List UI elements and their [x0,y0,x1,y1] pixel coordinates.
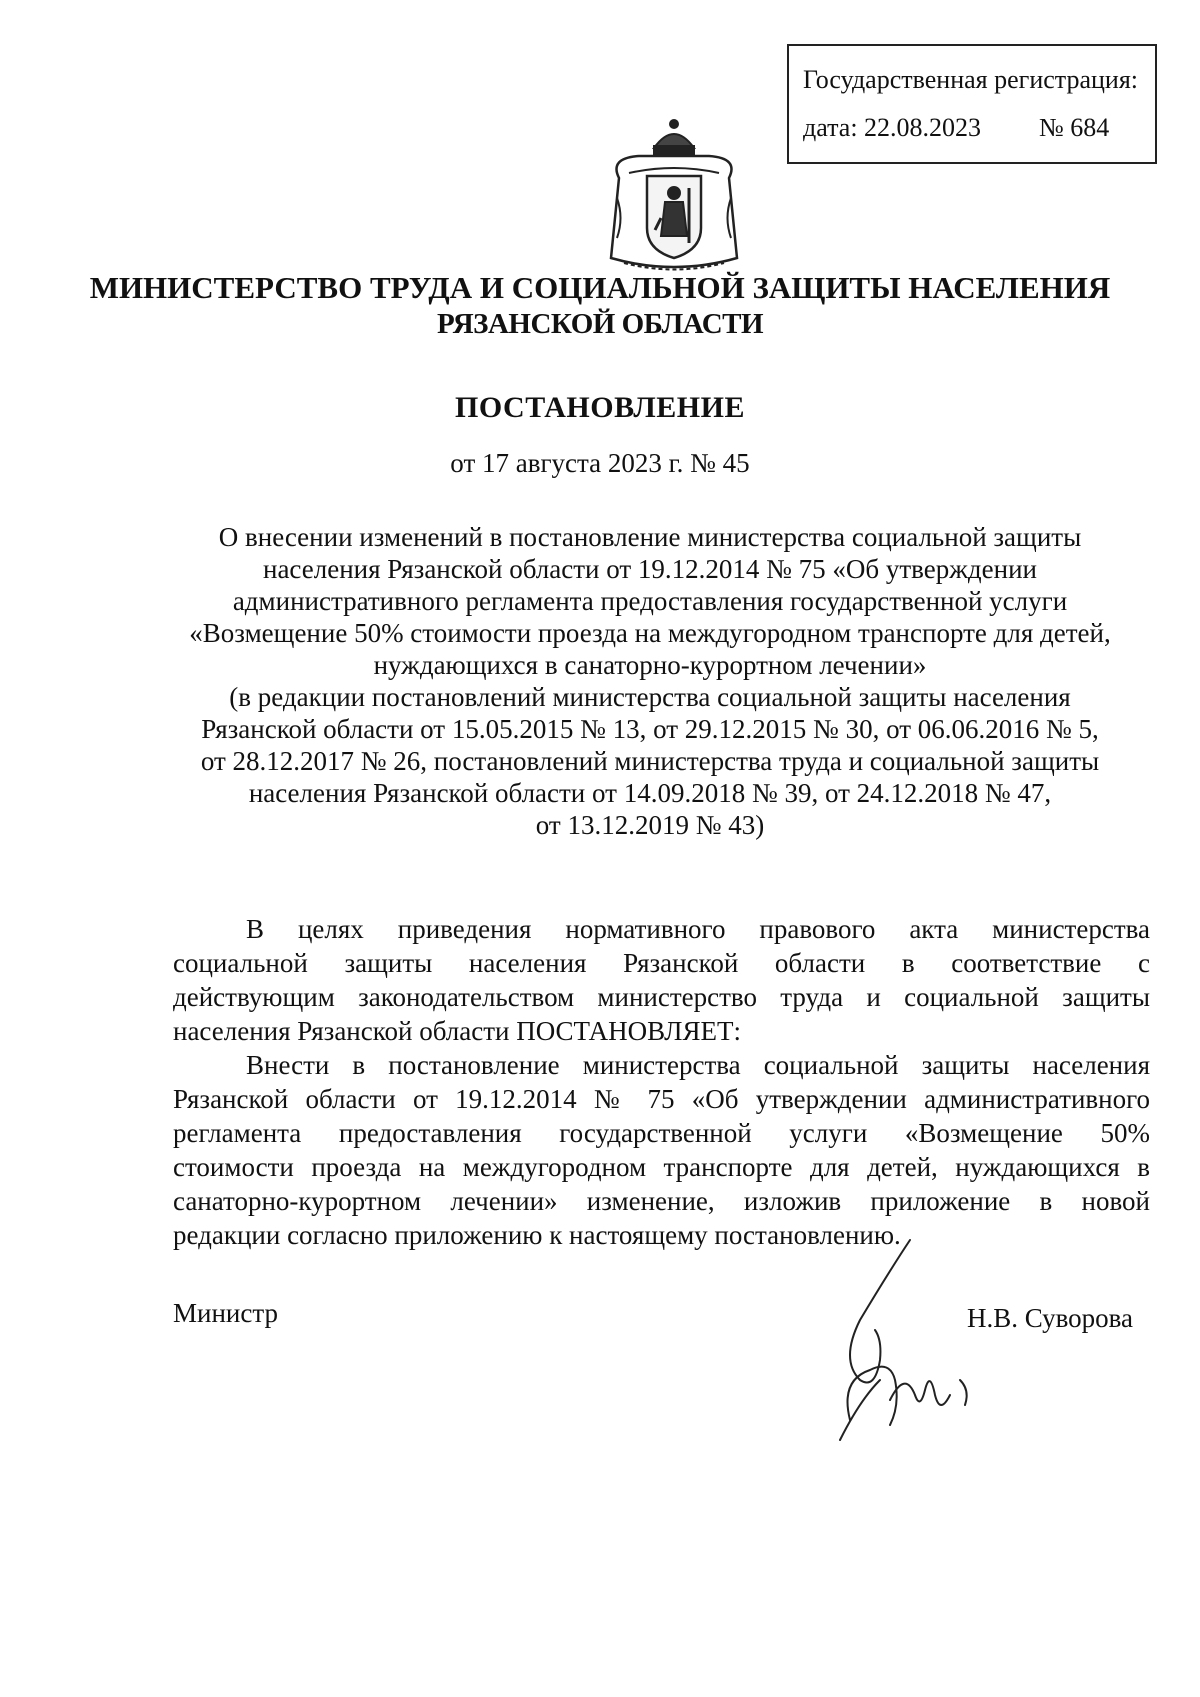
subject-line: Рязанской области от 15.05.2015 № 13, от 29.12.2015 № 30, от 06.06.2016 № 5, [201,714,1099,744]
decree-body [173,912,1150,1252]
subject-line: от 13.12.2019 № 43) [535,810,765,840]
body-line: Рязанской области от 19.12.2014 № 75 «Об утверждении административного [173,1084,1150,1114]
decree-title: ПОСТАНОВЛЕНИЕ [455,391,745,424]
body-line: Внести в постановление министерства социальной защиты населения [246,1050,1150,1080]
subject-line: административного регламента предоставления государственной услуги [232,586,1068,616]
signatory-position: Министр [173,1298,278,1328]
body-line: социальной защиты населения Рязанской области в соответствие с [173,948,1150,978]
ministry-name-line1: МИНИСТЕРСТВО ТРУДА И СОЦИАЛЬНОЙ ЗАЩИТЫ НАСЕЛЕНИЯ [89,270,1111,305]
body-line: санаторно-курортном лечении» изменение, изложив приложение в новой [173,1186,1150,1216]
subject-line: «Возмещение 50% стоимости проезда на междугородном транспорте для детей, [189,618,1111,648]
body-line: редакции согласно приложению к настоящему постановлению. [173,1220,901,1250]
decree-date-number: от 17 августа 2023 г. № 45 [450,448,750,478]
body-line: населения Рязанской области ПОСТАНОВЛЯЕТ: [173,1016,741,1046]
body-line: стоимости проезда на междугородном транспорте для детей, нуждающихся в [173,1152,1150,1182]
subject-line: О внесении изменений в постановление министерства социальной защиты [218,522,1082,552]
subject-line: населения Рязанской области от 19.12.2014 № 75 «Об утверждении [263,554,1037,584]
ryazan-coat-of-arms-icon [599,118,749,276]
subject-line: от 28.12.2017 № 26, постановлений министерства труда и социальной защиты [200,746,1100,776]
signatory-name: Н.В. Суворова [967,1303,1134,1333]
body-line: регламента предоставления государственной услуги «Возмещение 50% [173,1118,1150,1148]
registration-stamp [787,44,1157,164]
subject-line: нуждающихся в санаторно-курортном лечении» [373,650,927,680]
subject-line: (в редакции постановлений министерства социальной защиты населения [229,682,1071,712]
body-line: В целях приведения нормативного правового акта министерства [246,914,1150,944]
ministry-name [0,270,1200,342]
registration-number: № 684 [1039,113,1110,142]
body-line: действующим законодательством министерство труда и социальной защиты [173,982,1150,1012]
subject-line: населения Рязанской области от 14.09.2018 № 39, от 24.12.2018 № 47, [248,778,1052,808]
registration-date: дата: 22.08.2023 [803,113,982,142]
ministry-name-line2: РЯЗАНСКОЙ ОБЛАСТИ [436,308,764,340]
registration-title: Государственная регистрация: [803,65,1139,94]
handwritten-signature-icon [820,1230,1000,1450]
decree-subject [150,521,1150,841]
